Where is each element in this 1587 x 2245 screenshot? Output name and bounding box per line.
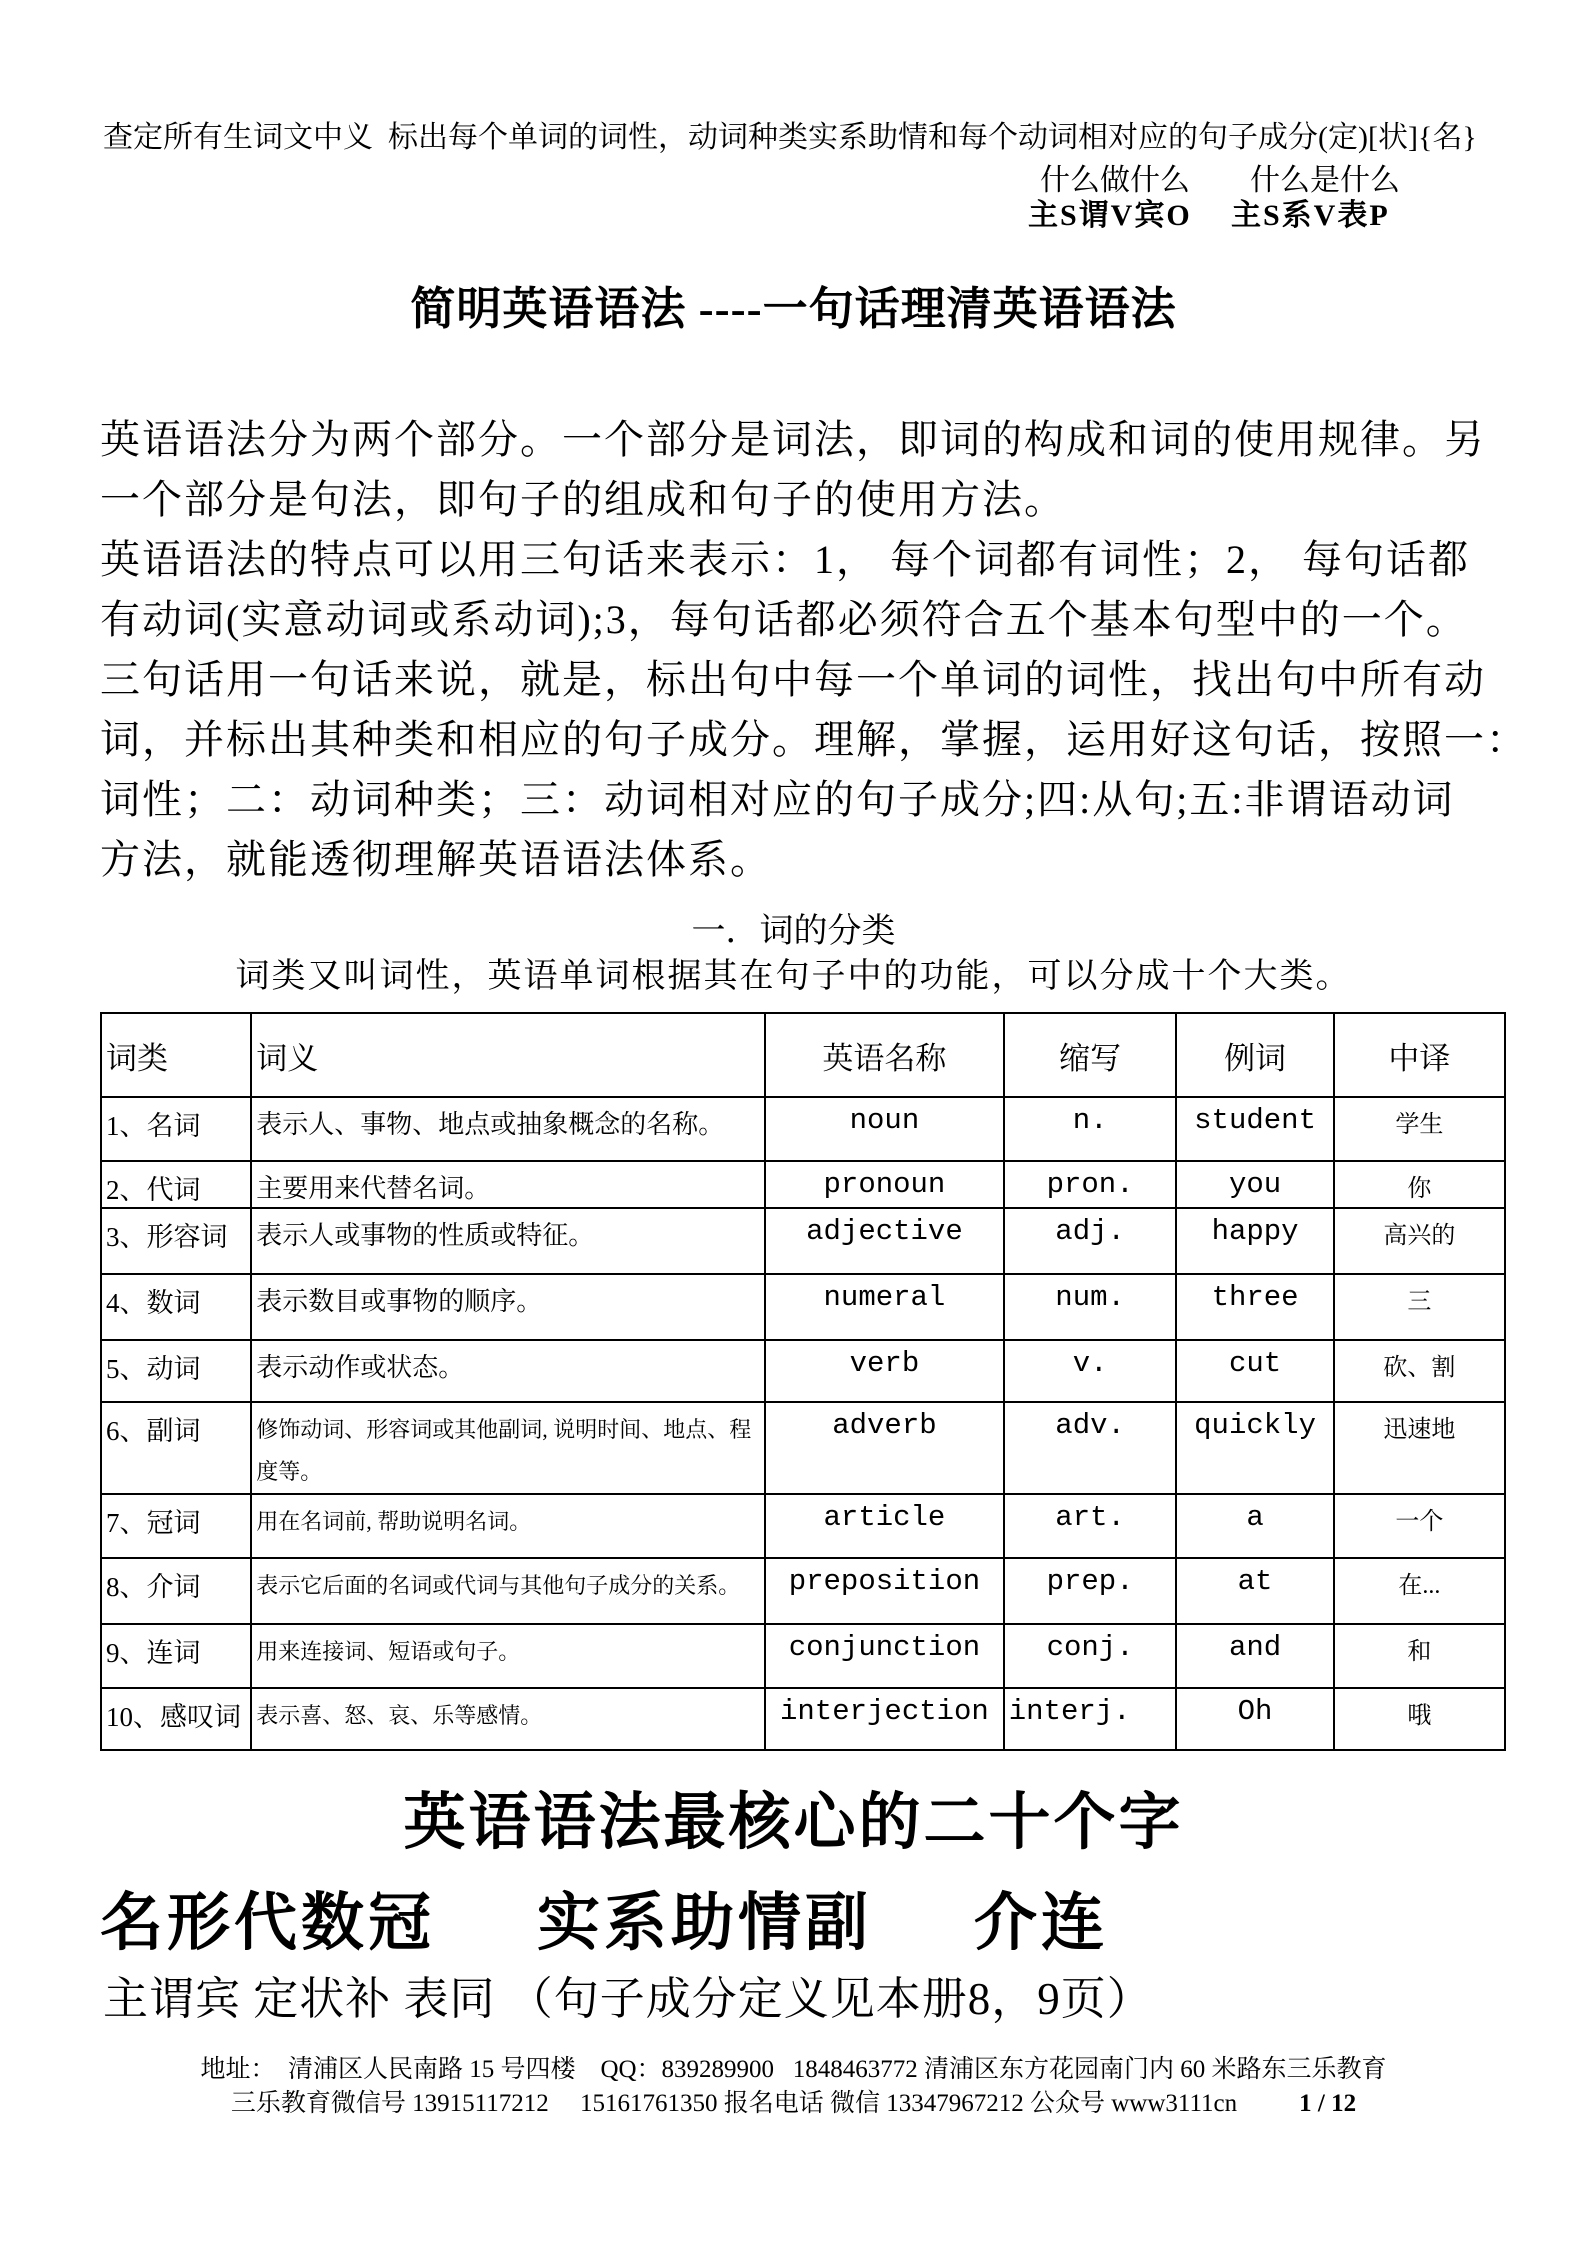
cell-translation: 你 — [1334, 1161, 1505, 1208]
core-group: 名形代数冠 — [100, 1888, 435, 1958]
cell-abbr: num. — [1004, 1274, 1177, 1340]
intro-line: 词性；二：动词种类；三：动词相对应的句子成分;四:从句;五:非谓语动词 — [100, 777, 1455, 822]
table-row — [101, 1340, 1505, 1402]
table-row — [101, 1494, 1505, 1558]
cell-meaning: 用来连接词、短语或句子。 — [251, 1624, 765, 1688]
cell-class: 2、代词 — [101, 1161, 251, 1208]
cell-example: Oh — [1176, 1688, 1333, 1750]
footer-contact: 三乐教育微信号 13915117212 15161761350 报名电话 微信 13347967212 公众号 www3111cn — [230, 2090, 1238, 2117]
cell-abbr: art. — [1004, 1494, 1177, 1558]
annotation-svo-pattern: 主S谓V宾O — [1028, 199, 1192, 232]
cell-translation: 在... — [1334, 1558, 1505, 1624]
annotation-line-1: 查定所有生词文中义 标出每个单词的词性，动词种类实系助情和每个动词相对应的句子成分(定)[状]{名} — [103, 121, 1477, 154]
cell-class: 7、冠词 — [101, 1494, 251, 1558]
cell-abbr: n. — [1004, 1097, 1177, 1161]
cell-meaning: 表示它后面的名词或代词与其他句子成分的关系。 — [251, 1558, 765, 1624]
cell-example: three — [1176, 1274, 1333, 1340]
cell-english: preposition — [765, 1558, 1004, 1624]
cell-meaning: 修饰动词、形容词或其他副词, 说明时间、地点、程度等。 — [251, 1402, 765, 1494]
table-row — [101, 1558, 1505, 1624]
cell-abbr: prep. — [1004, 1558, 1177, 1624]
intro-line: 方法，就能透彻理解英语语法体系。 — [100, 837, 772, 882]
cell-english: noun — [765, 1097, 1004, 1161]
cell-class: 4、数词 — [101, 1274, 251, 1340]
core-heading: 英语语法最核心的二十个字 — [403, 1789, 1184, 1857]
page-number: 1 / 12 — [1299, 2090, 1357, 2117]
footer-line-2 — [0, 2083, 1587, 2119]
cell-class: 6、副词 — [101, 1402, 251, 1494]
cell-abbr: conj. — [1004, 1624, 1177, 1688]
cell-abbr: v. — [1004, 1340, 1177, 1402]
cell-meaning: 主要用来代替名词。 — [251, 1161, 765, 1208]
annotation-svp-pattern: 主S系V表P — [1231, 199, 1390, 232]
cell-english: pronoun — [765, 1161, 1004, 1208]
intro-line: 三句话用一句话来说，就是，标出句中每一个单词的词性，找出句中所有动 — [100, 657, 1486, 702]
header-word-class: 词类 — [101, 1013, 251, 1097]
cell-meaning: 表示动作或状态。 — [251, 1340, 765, 1402]
header-abbreviation: 缩写 — [1004, 1013, 1177, 1097]
cell-meaning: 表示数目或事物的顺序。 — [251, 1274, 765, 1340]
cell-translation: 哦 — [1334, 1688, 1505, 1750]
cell-english: verb — [765, 1340, 1004, 1402]
table-row — [101, 1402, 1505, 1494]
cell-translation: 和 — [1334, 1624, 1505, 1688]
cell-english: numeral — [765, 1274, 1004, 1340]
cell-example: you — [1176, 1161, 1333, 1208]
intro-line: 英语语法的特点可以用三句话来表示：1， 每个词都有词性；2， 每句话都 — [100, 537, 1470, 582]
cell-translation: 学生 — [1334, 1097, 1505, 1161]
cell-example: cut — [1176, 1340, 1333, 1402]
table-header-row — [101, 1013, 1505, 1097]
core-character-groups — [100, 1872, 1108, 1963]
core-group: 实系助情副 — [537, 1888, 872, 1958]
intro-line: 一个部分是句法，即句子的组成和句子的使用方法。 — [100, 477, 1066, 522]
table-row — [101, 1688, 1505, 1750]
cell-english: interjection — [765, 1688, 1004, 1750]
cell-class: 9、连词 — [101, 1624, 251, 1688]
cell-example: happy — [1176, 1208, 1333, 1274]
cell-english: conjunction — [765, 1624, 1004, 1688]
section-subtitle: 词类又叫词性，英语单词根据其在句子中的功能，可以分成十个大类。 — [235, 958, 1352, 995]
cell-class: 1、名词 — [101, 1097, 251, 1161]
cell-abbr: adj. — [1004, 1208, 1177, 1274]
cell-translation: 迅速地 — [1334, 1402, 1505, 1494]
header-word-meaning: 词义 — [251, 1013, 765, 1097]
cell-meaning: 表示人或事物的性质或特征。 — [251, 1208, 765, 1274]
core-group: 介连 — [974, 1888, 1108, 1958]
section-heading: 一．词的分类 — [691, 913, 896, 950]
cell-abbr: interj. — [1004, 1688, 1177, 1750]
cell-english: adverb — [765, 1402, 1004, 1494]
cell-class: 3、形容词 — [101, 1208, 251, 1274]
cell-class: 8、介词 — [101, 1558, 251, 1624]
intro-paragraph — [100, 410, 1528, 890]
header-example: 例词 — [1176, 1013, 1333, 1097]
table-row — [101, 1097, 1505, 1161]
cell-translation: 砍、割 — [1334, 1340, 1505, 1402]
cell-meaning: 表示人、事物、地点或抽象概念的名称。 — [251, 1097, 765, 1161]
page-title: 简明英语语法 ----一句话理清英语语法 — [410, 284, 1177, 334]
header-translation: 中译 — [1334, 1013, 1505, 1097]
table-row — [101, 1161, 1505, 1208]
cell-abbr: pron. — [1004, 1161, 1177, 1208]
table-row — [101, 1208, 1505, 1274]
cell-abbr: adv. — [1004, 1402, 1177, 1494]
footer-line-1: 地址： 清浦区人民南路 15 号四楼 QQ：839289900 1848463772 清浦区东方花园南门内 60 米路东三乐教育 — [200, 2056, 1387, 2083]
cell-translation: 三 — [1334, 1274, 1505, 1340]
cell-class: 5、动词 — [101, 1340, 251, 1402]
cell-translation: 一个 — [1334, 1494, 1505, 1558]
core-line: 主谓宾 定状补 表同 （句子成分定义见本册8，9页） — [103, 1974, 1153, 2024]
annotation-what-is-what: 什么是什么 — [1250, 164, 1400, 197]
header-english-name: 英语名称 — [765, 1013, 1004, 1097]
cell-translation: 高兴的 — [1334, 1208, 1505, 1274]
cell-english: adjective — [765, 1208, 1004, 1274]
annotation-what-does-what: 什么做什么 — [1040, 164, 1190, 197]
cell-example: and — [1176, 1624, 1333, 1688]
table-row — [101, 1624, 1505, 1688]
intro-line: 有动词(实意动词或系动词);3，每句话都必须符合五个基本句型中的一个。 — [100, 597, 1468, 642]
cell-meaning: 用在名词前, 帮助说明名词。 — [251, 1494, 765, 1558]
cell-class: 10、感叹词 — [101, 1688, 251, 1750]
table-row — [101, 1274, 1505, 1340]
intro-line: 词，并标出其种类和相应的句子成分。理解，掌握，运用好这句话，按照一： — [100, 717, 1528, 762]
cell-meaning: 表示喜、怒、哀、乐等感情。 — [251, 1688, 765, 1750]
cell-example: at — [1176, 1558, 1333, 1624]
cell-example: quickly — [1176, 1402, 1333, 1494]
pos-table — [100, 1012, 1506, 1751]
cell-example: student — [1176, 1097, 1333, 1161]
intro-line: 英语语法分为两个部分。一个部分是词法，即词的构成和词的使用规律。另 — [100, 417, 1486, 462]
cell-example: a — [1176, 1494, 1333, 1558]
cell-english: article — [765, 1494, 1004, 1558]
